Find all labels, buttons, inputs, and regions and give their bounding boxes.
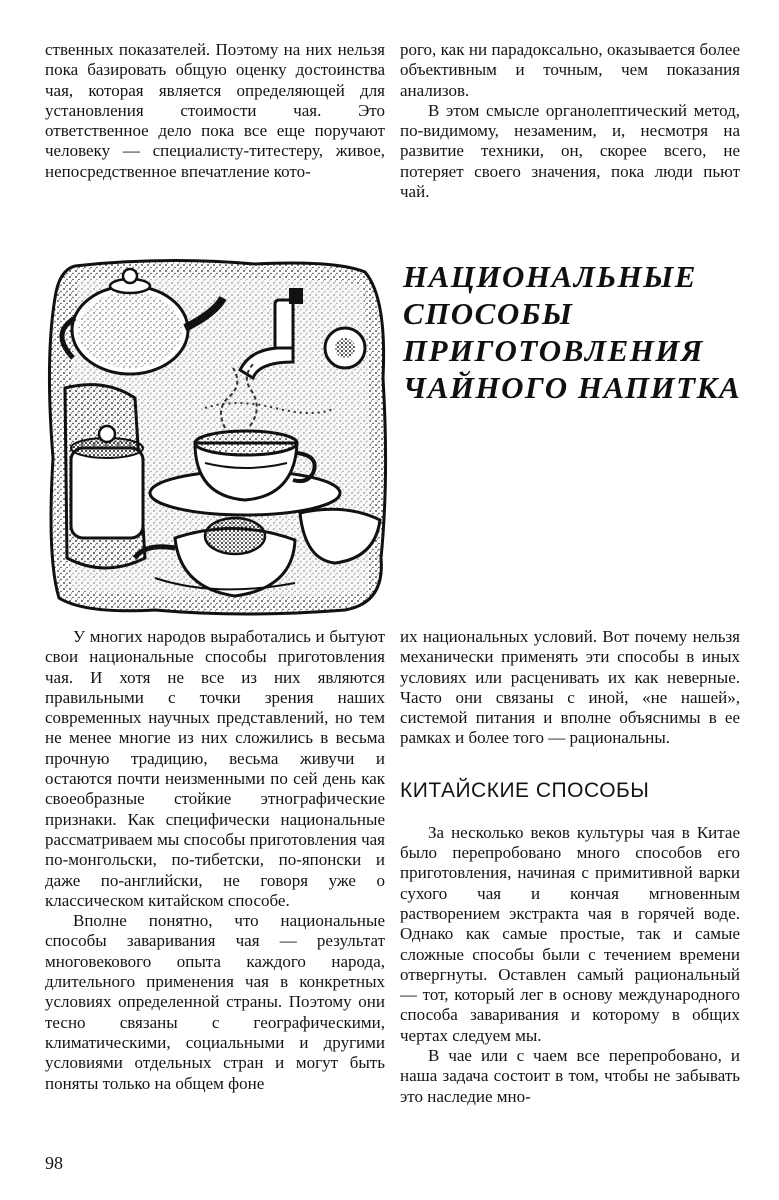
bottom-right-continuation: их национальных условий. Вот почему нельзя механически применять эти способы в иных условиях или расценивать их как неверные. Часто они связаны с иной, «не нашей», системой питания и вполне объяснимы в ее рамках и более того — рациональны.: [400, 627, 740, 748]
top-right-paragraph-1: рого, как ни парадоксально, оказывается более объективным и точным, чем показания анализов.: [400, 40, 740, 100]
chapter-title-line-3: ПРИГОТОВЛЕНИЯ: [403, 333, 704, 368]
top-right-paragraph-2: В этом смысле органолептический метод, по-видимому, незаменим, и, несмотря на развитие техники, он, скорее всего, не потеряет своего значения, пока люди пьют чай.: [400, 100, 740, 202]
tea-still-life-illustration: [45, 258, 390, 616]
chapter-title-line-1: НАЦИОНАЛЬНЫЕ: [403, 259, 697, 294]
top-right-column: [400, 40, 740, 202]
page-number: 98: [45, 1153, 63, 1173]
bottom-right-column: [400, 627, 740, 1107]
bottom-left-paragraph-2: Вполне понятно, что национальные способы заваривания чая — результат многовекового опыта каждого народа, длительного применения чая в конкретных условиях определенной страны. Поэтому они тесно связаны с географическими, климатическими, социальными и другими условиями отдельных стран и могут быть поняты только на общем фоне: [45, 911, 385, 1093]
chapter-title-line-4: ЧАЙНОГО НАПИТКА: [403, 370, 742, 405]
chapter-title-line-2: СПОСОБЫ: [403, 296, 574, 331]
bottom-left-paragraph-1: У многих народов выработались и бытуют свои национальные способы приготовления чая. И хотя не все из них являются правильными с точки зрения наших современных научных представлений, но тем не менее многие из них сложились в весьма прочную традицию, весьма живучи и остаются почти неизменными по сей день как своеобразные стойкие этнографические признаки. Как специфически национальные рассматриваем мы способы приготовления чая по-монгольски, по-тибетски, по-японски и даже по-английски, не говоря уже о классическом китайском способе.: [45, 627, 385, 910]
chapter-title: [403, 258, 743, 406]
bottom-left-column: [45, 627, 385, 1094]
bottom-right-paragraph-1: За несколько веков культуры чая в Китае было перепробовано много способов его приготовления, начиная с примитивной варки сухого чая и кончая мгновенным растворением экстракта чая в горячей воде. Однако как самые простые, так и самые сложные способы были с течением времени отвергнуты. Оставлен самый рациональный — тот, который лег в основу международного способа заваривания и которому в общих чертах следуем мы.: [400, 822, 740, 1045]
top-left-paragraph-1: ственных показателей. Поэтому на них нельзя пока базировать общую оценку достоинства чая, которая является определяющей для установления стоимости чая. Это ответственное дело пока все еще поручают человеку — специалисту-титестеру, живое, непосредственное впечатление кото-: [45, 40, 385, 181]
top-left-column: [45, 40, 385, 182]
bottom-right-paragraph-2: В чае или с чаем все перепробовано, и наша задача состоит в том, чтобы не забывать это наследие мно-: [400, 1046, 740, 1106]
section-heading: КИТАЙСКИЕ СПОСОБЫ: [400, 778, 650, 802]
